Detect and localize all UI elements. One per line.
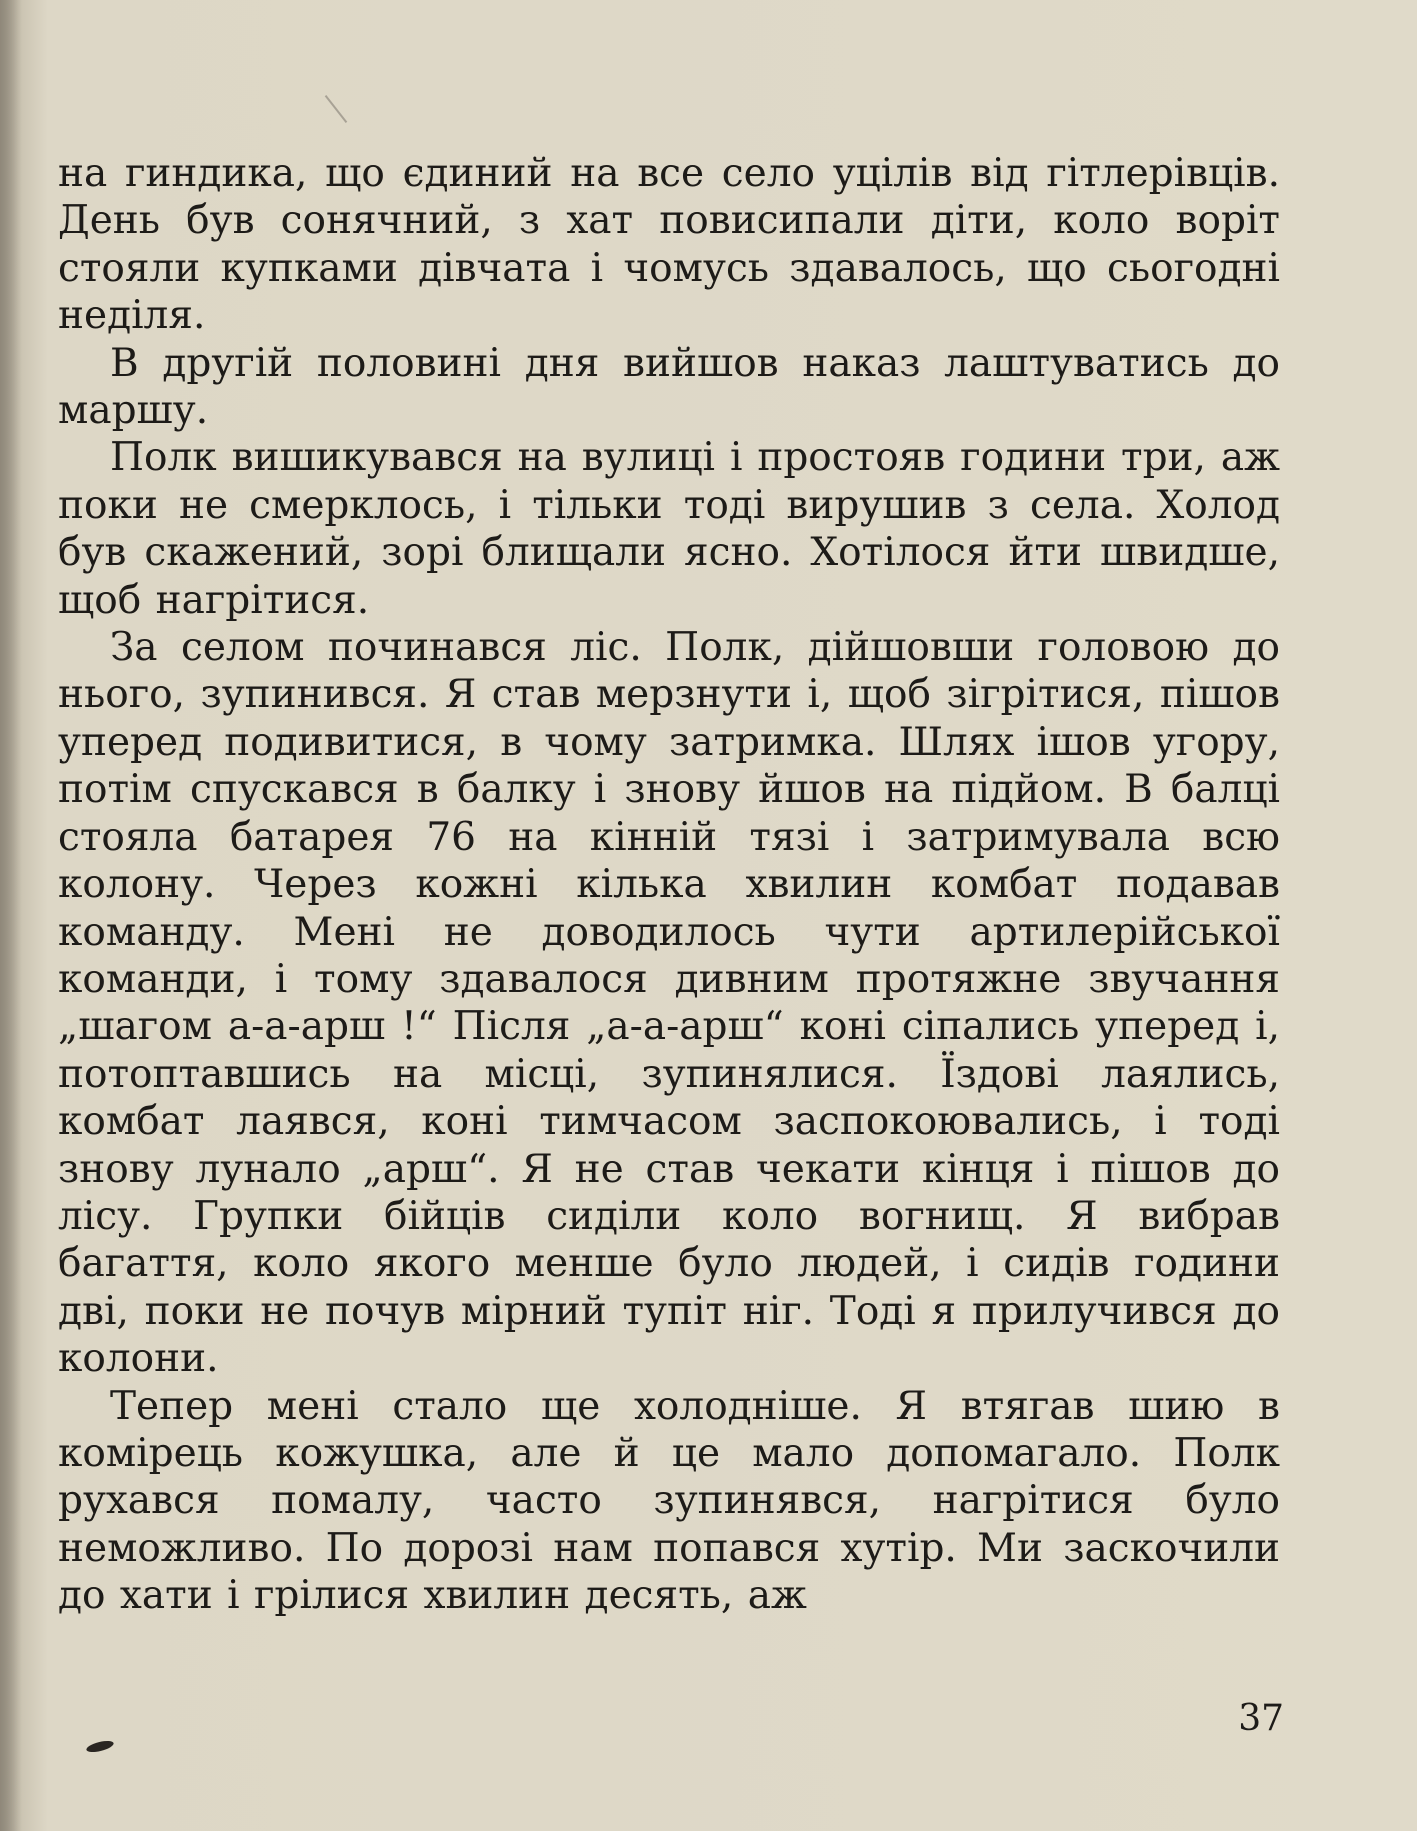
paragraph-1: на гиндика, що єдиний на все село уцілів від гітлерівців. День був сонячний, з хат повисипали діти, коло воріт стояли купками дівчата і чомусь здавалось, що сьогодні неділя. xyxy=(58,151,1280,339)
binding-shadow xyxy=(0,0,22,1831)
body-text xyxy=(58,150,1280,1620)
paragraph-2: В другій половині дня вийшов наказ лаштуватись до маршу. xyxy=(58,340,1280,434)
paragraph-4: За селом починався ліс. Полк, дійшовши головою до нього, зупинився. Я став мерзнути і, щоб зігрітися, пішов уперед подивитися, в чому затримка. Шлях ішов угору, потім спускався в балку і знову йшов на підйом. В балці стояла батарея 76 на кінній тязі і затримувала всю колону. Через кожні кілька хвилин комбат подавав команду. Мені не доводилось чути артилерійської команди, і тому здавалося дивним протяжне звучання „шагом а-а-арш !“ Після „а-а-арш“ коні сіпались уперед і, потоптавшись на місці, зупинялися. Їздові лаялись, комбат лаявся, коні тимчасом заспокоювались, і тоді знову лунало „арш“. Я не став чекати кінця і пішов до лісу. Групки бійців сиділи коло вогнищ. Я вибрав багаття, коло якого менше було людей, і сидів години дві, поки не почув мірний тупіт ніг. Тоді я прилучився до колони. xyxy=(58,625,1280,1382)
ink-mark xyxy=(85,1739,114,1755)
page-number: 37 xyxy=(1238,1698,1284,1739)
paper-crease xyxy=(325,95,348,123)
paragraph-3: Полк вишикувався на вулиці і простояв години три, аж поки не смерклось, і тільки тоді вирушив з села. Холод був скажений, зорі блищали ясно. Хотілося йти швидше, щоб нагрітися. xyxy=(58,435,1280,623)
paragraph-5: Тепер мені стало ще холодніше. Я втягав шию в комірець кожушка, але й це мало допомагало. Полк рухався помалу, часто зупинявся, нагрітися було неможливо. По дорозі нам попався хутір. Ми заскочили до хати і грілися хвилин десять, аж xyxy=(58,1383,1280,1619)
